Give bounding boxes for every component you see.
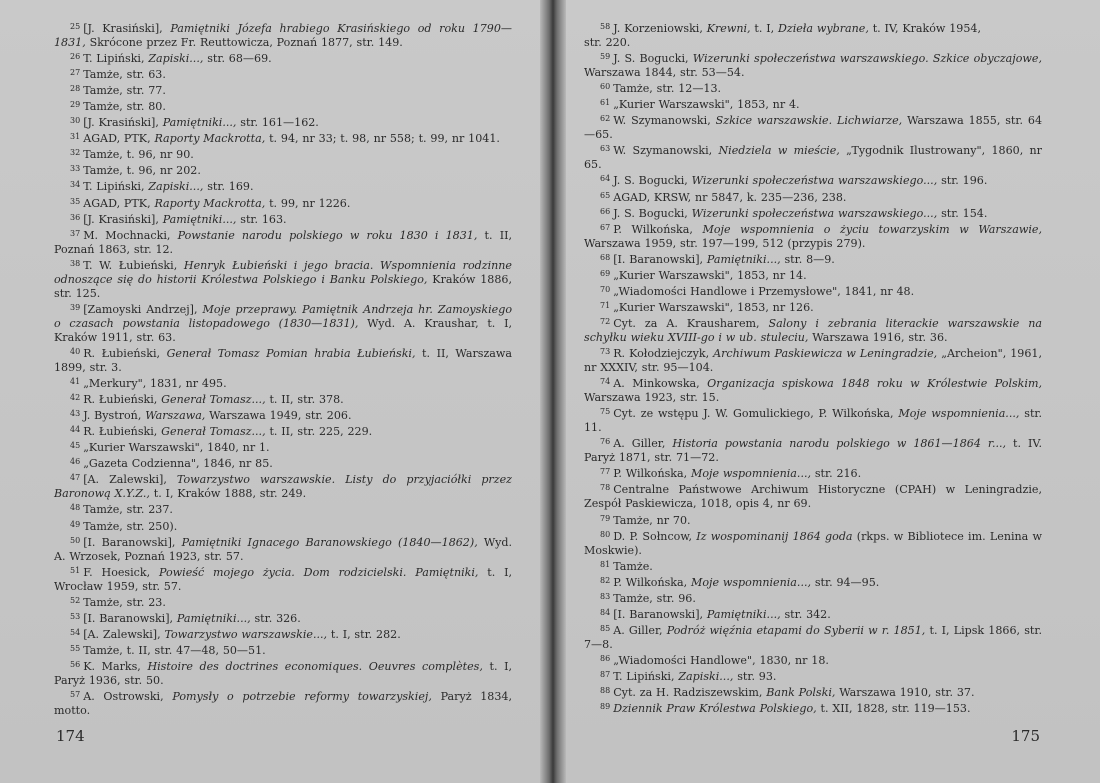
footnote-text: Skrócone przez Fr. Reuttowicza, Poznań 1877, str. 149. xyxy=(85,36,403,50)
footnote-title: Szkice warszawskie. Lichwiarze, xyxy=(715,114,903,128)
footnote-text: AGAD, KRSW, nr 5847, k. 235—236, 238. xyxy=(613,190,847,204)
footnote-number: 27 xyxy=(70,68,81,78)
footnote xyxy=(584,299,1042,315)
footnote-number: 39 xyxy=(70,302,81,312)
footnote-title: Bank Polski, xyxy=(766,686,836,700)
footnote-number: 55 xyxy=(70,643,81,653)
footnote-text: Cyt. ze wstępu J. W. Gomulickiego, P. Wilkońska, xyxy=(613,407,899,421)
footnote-number: 85 xyxy=(600,623,611,633)
footnote-number: 62 xyxy=(600,114,611,124)
footnote xyxy=(54,594,512,610)
footnote xyxy=(584,652,1042,668)
footnote-title: Zapiski..., xyxy=(148,52,204,66)
footnote xyxy=(584,345,1042,375)
footnote-text: t. I, xyxy=(750,22,778,35)
footnote-text: R. Łubieński, xyxy=(83,346,167,360)
footnote-number: 26 xyxy=(70,52,81,62)
footnote-title: Archiwum Paskiewicza w Leningradzie, xyxy=(713,346,938,360)
footnote-text: t. I, Lipsk 1866, str. 7—8. xyxy=(584,623,1042,651)
footnote-number: 25 xyxy=(70,22,81,31)
footnote-text: str. 94—95. xyxy=(811,575,880,589)
footnote xyxy=(584,20,1042,36)
footnote-text: t. IV. Paryż 1871, str. 71—72. xyxy=(584,437,1043,465)
footnote-text: str. 93. xyxy=(733,669,777,683)
footnote-text: Wyd. A. Kraushar, t. I, Kraków 1911, str. 63. xyxy=(54,316,512,344)
footnote-text: Tamże, t. II, str. 47—48, 50—51. xyxy=(83,643,266,657)
footnote-text: Wyd. A. Wrzosek, Poznań 1923, str. 57. xyxy=(54,535,512,563)
footnote-text: J. S. Bogucki, xyxy=(613,52,693,66)
footnote-title: Zapiski..., xyxy=(148,180,204,194)
footnote-text: „Wiadomości Handlowe", 1830, nr 18. xyxy=(613,653,829,667)
footnote-text: A. Giller, xyxy=(613,437,673,451)
footnote-title: Towarzystwo warszawskie. Listy do przyjaciółki przez Baronową X.Y.Z., xyxy=(54,473,512,501)
footnote-text: Warszawa 1855, str. 64—65. xyxy=(584,114,1043,142)
footnote-text: [I. Baranowski], xyxy=(83,535,182,549)
footnote xyxy=(54,301,512,345)
footnote-text: [A. Zalewski], xyxy=(83,473,177,487)
footnote-text: „Archeion", 1961, nr XXXIV, str. 95—104. xyxy=(584,346,1042,375)
footnote-number: 48 xyxy=(70,503,81,513)
footnote-title: Wizerunki społeczeństwa warszawskiego..., xyxy=(691,206,938,220)
footnote xyxy=(584,80,1042,96)
footnote-text: Kraków 1886, str. 125. xyxy=(54,272,512,300)
footnote xyxy=(584,684,1042,700)
footnote xyxy=(54,82,512,98)
footnote xyxy=(54,626,512,642)
footnote xyxy=(584,267,1042,283)
footnote-number: 79 xyxy=(600,513,611,523)
footnote-text: Cyt. za H. Radziszewskim, xyxy=(613,686,767,700)
footnote-text: „Wiadomości Handlowe i Przemysłowe", 1841, nr 48. xyxy=(613,284,915,298)
footnote xyxy=(584,465,1042,481)
footnote-title: Raporty Mackrotta, xyxy=(154,196,266,210)
footnote-title: Salony i zebrania literackie warszawskie na schyłku wieku XVIII-go i w ub. stuleciu, xyxy=(584,316,1042,344)
footnote-number: 84 xyxy=(600,607,611,617)
footnote xyxy=(54,227,512,257)
footnote xyxy=(584,558,1042,574)
footnote-text: Warszawa 1916, str. 36. xyxy=(808,330,948,344)
footnote-text: t. II, str. 378. xyxy=(265,393,344,407)
page-number-right: 175 xyxy=(1011,727,1040,745)
footnote-number: 86 xyxy=(600,653,611,663)
footnote-text: R. Kołodziejczyk, xyxy=(613,346,714,360)
footnote-number: 75 xyxy=(600,407,611,417)
footnote xyxy=(584,251,1042,267)
footnote xyxy=(54,146,512,162)
footnote-text: J. Bystroń, xyxy=(83,409,146,423)
footnote-title: Niedziela w mieście, xyxy=(718,144,840,158)
footnote xyxy=(584,172,1042,188)
footnote xyxy=(584,50,1042,80)
footnote-number: 63 xyxy=(600,144,611,154)
footnote xyxy=(54,564,512,594)
footnote-number: 41 xyxy=(70,377,81,387)
footnote xyxy=(54,195,512,211)
footnote-text: Warszawa 1844, str. 53—54. xyxy=(584,66,745,80)
footnote xyxy=(54,50,512,66)
footnote-number: 43 xyxy=(70,409,81,419)
footnote xyxy=(54,407,512,423)
footnote-text: [A. Zalewski], xyxy=(83,627,165,641)
footnote-title: Pamiętniki..., xyxy=(162,116,237,130)
footnote-text: str. 342. xyxy=(780,607,831,621)
footnote-text: „Kurier Warszawski", 1853, nr 126. xyxy=(613,300,814,314)
footnote xyxy=(54,162,512,178)
footnote-number: 57 xyxy=(70,690,81,700)
footnote-title: Moje wspomnienia..., xyxy=(691,467,812,481)
footnote-text: [J. Krasiński], xyxy=(83,116,163,130)
footnote xyxy=(54,178,512,194)
footnote xyxy=(54,391,512,407)
footnote-title: Pamiętniki Józefa hrabiego Krasińskiego od roku 1790—1831, xyxy=(54,22,512,50)
footnote-text: t. II, str. 225, 229. xyxy=(265,425,373,439)
footnote-title: Histoire des doctrines economiques. Oeuvres complètes, xyxy=(147,659,483,673)
footnote-text: [I. Baranowski], xyxy=(613,607,707,621)
footnote-title: Raporty Mackrotta, xyxy=(154,132,266,146)
footnote-text: „Merkury", 1831, nr 495. xyxy=(83,377,227,391)
footnote-text: t. 99, nr 1226. xyxy=(265,196,351,210)
footnote-text: „Gazeta Codzienna", 1846, nr 85. xyxy=(83,457,273,471)
footnote-title: Powieść mojego życia. Dom rodzicielski. Pamiętniki, xyxy=(158,565,479,579)
footnote xyxy=(54,345,512,375)
footnote xyxy=(54,66,512,82)
footnote xyxy=(584,512,1042,528)
footnote-text: [J. Krasiński], xyxy=(83,22,171,35)
footnote-title: Pamiętniki..., xyxy=(706,252,781,266)
footnote-text: Tamże, t. 96, nr 90. xyxy=(83,148,194,162)
footnote xyxy=(584,528,1042,558)
footnote-number: 67 xyxy=(600,222,611,232)
footnote-number: 87 xyxy=(600,669,611,679)
footnote-title: Generał Tomasz Pomian hrabia Łubieński, xyxy=(166,346,416,360)
footnote-number: 73 xyxy=(600,346,611,356)
footnote-text: Tamże, str. 63. xyxy=(83,68,166,82)
footnote-title: Zapiski..., xyxy=(678,669,734,683)
footnote-text: Warszawa 1923, str. 15. xyxy=(584,391,720,405)
footnote-number: 70 xyxy=(600,284,611,294)
footnote-number: 36 xyxy=(70,212,81,222)
footnote-text: K. Marks, xyxy=(83,659,148,673)
footnote xyxy=(584,221,1042,251)
footnote-number: 56 xyxy=(70,659,81,669)
footnote-title: Podróż więźnia etapami do Syberii w r. 1851, xyxy=(666,623,926,637)
footnote-text: str. 220. xyxy=(584,36,631,50)
footnote-text: Tamże, str. 250). xyxy=(83,519,178,533)
footnote-text: T. Lipiński, xyxy=(83,52,149,66)
footnote-text: Warszawa 1949, str. 206. xyxy=(205,409,352,423)
left-footnotes xyxy=(54,20,512,718)
footnote-title: Towarzystwo warszawskie..., xyxy=(164,627,328,641)
footnote-number: 71 xyxy=(600,300,611,310)
footnote-number: 82 xyxy=(600,575,611,585)
footnote xyxy=(54,439,512,455)
footnote xyxy=(54,98,512,114)
footnote-number: 80 xyxy=(600,529,611,539)
footnote-text: A. Giller, xyxy=(613,623,667,637)
footnote-number: 60 xyxy=(600,82,611,92)
footnote-number: 30 xyxy=(70,116,81,126)
footnote-number: 50 xyxy=(70,535,81,545)
footnote-text: M. Mochnacki, xyxy=(83,228,178,242)
footnote-number: 89 xyxy=(600,702,611,712)
footnote xyxy=(584,112,1042,142)
footnote-text: A. Minkowska, xyxy=(613,377,708,391)
footnote-title: Iz wospominanij 1864 goda xyxy=(696,529,853,543)
footnote-title: Historia powstania narodu polskiego w 1861—1864 r..., xyxy=(672,437,1007,451)
footnote-number: 37 xyxy=(70,228,81,238)
footnote-text: W. Szymanowski, xyxy=(613,114,716,128)
footnote-title: Moje wspomnienia o życiu towarzyskim w Warszawie, xyxy=(702,222,1042,236)
footnote-text: (rkps. w Bibliotece im. Lenina w Moskwie). xyxy=(584,529,1042,557)
footnote-title: Powstanie narodu polskiego w roku 1830 i 1831, xyxy=(177,228,478,242)
footnote-text: Tamże. xyxy=(613,559,653,573)
footnote xyxy=(584,315,1042,345)
footnote-text: P. Wilkońska, xyxy=(613,222,703,236)
footnote-number: 64 xyxy=(600,174,611,184)
footnote-title: Dziennik Praw Królestwa Polskiego, xyxy=(613,702,817,716)
footnote xyxy=(584,481,1042,511)
footnote-text: [Zamoyski Andrzej], xyxy=(83,302,203,316)
footnote-number: 54 xyxy=(70,627,81,637)
footnote-text: Tamże, str. 77. xyxy=(83,84,166,98)
footnote xyxy=(584,574,1042,590)
footnote-text: W. Szymanowski, xyxy=(613,144,719,158)
footnote-text: „Tygodnik Ilustrowany", 1860, nr 65. xyxy=(584,144,1042,172)
footnote-number: 59 xyxy=(600,52,611,62)
footnote-title: Moje wspomnienia..., xyxy=(691,575,812,589)
footnote-text: D. P. Sołncow, xyxy=(613,529,697,543)
footnote-number: 65 xyxy=(600,190,611,200)
footnote-number: 32 xyxy=(70,148,81,158)
footnote xyxy=(584,700,1042,716)
footnote-number: 28 xyxy=(70,84,81,94)
footnote-number: 61 xyxy=(600,98,611,108)
footnote-title: Dzieła wybrane, xyxy=(777,22,869,35)
footnote-text: str. 68—69. xyxy=(203,52,272,66)
footnote-text: Tamże, str. 80. xyxy=(83,100,166,114)
footnote-text: R. Łubieński, xyxy=(83,393,162,407)
footnote-text: str. 8—9. xyxy=(780,252,835,266)
footnote-text: t. I, Kraków 1888, str. 249. xyxy=(149,487,307,501)
right-footnotes xyxy=(584,20,1042,716)
footnote-title: Organizacja spiskowa 1848 roku w Królestwie Polskim, xyxy=(707,377,1043,391)
footnote-text: str. 326. xyxy=(250,611,301,625)
footnote xyxy=(54,423,512,439)
footnote-title: Krewni, xyxy=(706,22,751,35)
footnote-text: Tamże, str. 237. xyxy=(83,503,173,517)
footnote-title: Henryk Łubieński i jego bracia. Wspomnienia rodzinne odnoszące się do historii Królestwa Polskiego i Banku Polskiego, xyxy=(54,258,512,286)
footnote-number: 53 xyxy=(70,611,81,621)
footnote-text: [I. Baranowski], xyxy=(613,252,707,266)
footnote-number: 33 xyxy=(70,164,81,174)
footnote-text: „Kurier Warszawski", 1840, nr 1. xyxy=(83,441,270,455)
footnote-text: [I. Baranowski], xyxy=(83,611,177,625)
footnote-number: 46 xyxy=(70,457,81,467)
footnote-text: t. IV, Kraków 1954, xyxy=(868,22,982,35)
footnote-text: t. XII, 1828, str. 119—153. xyxy=(816,702,971,716)
footnote xyxy=(54,658,512,688)
footnote-text: T. W. Łubieński, xyxy=(83,258,184,272)
footnote-title: Pomysły o potrzebie reformy towarzyskiej, xyxy=(172,690,432,704)
footnote-text: str. 11. xyxy=(584,407,1043,435)
footnote-text: [J. Krasiński], xyxy=(83,212,163,226)
footnote-text: Cyt. za A. Krausharem, xyxy=(613,316,769,330)
footnote-text: t. 94, nr 33; t. 98, nr 558; t. 99, nr 1041. xyxy=(265,132,500,146)
footnote xyxy=(584,622,1042,652)
footnote-number: 52 xyxy=(70,595,81,605)
footnote-number: 42 xyxy=(70,393,81,403)
footnote-text: str. 216. xyxy=(811,467,862,481)
footnote-text: A. Ostrowski, xyxy=(83,690,173,704)
footnote xyxy=(584,405,1042,435)
footnote-number: 76 xyxy=(600,437,611,447)
footnote-number: 35 xyxy=(70,196,81,206)
footnote xyxy=(54,501,512,517)
footnote-text: str. 169. xyxy=(203,180,254,194)
footnote xyxy=(584,142,1042,172)
footnote-text: Warszawa 1910, str. 37. xyxy=(835,686,975,700)
footnote-title: Wizerunki społeczeństwa warszawskiego. Szkice obyczajowe, xyxy=(692,52,1042,66)
footnote xyxy=(584,590,1042,606)
footnote-text: str. 163. xyxy=(236,212,287,226)
footnote xyxy=(54,455,512,471)
footnote-number: 88 xyxy=(600,686,611,696)
footnote-text: AGAD, PTK, xyxy=(83,196,155,210)
footnote-text: str. 161—162. xyxy=(236,116,319,130)
footnote-text: Warszawa 1959, str. 197—199, 512 (przypis 279). xyxy=(584,236,866,250)
footnote xyxy=(54,130,512,146)
footnote xyxy=(54,518,512,534)
footnote-title: Moje przeprawy. Pamiętnik Andrzeja hr. Zamoyskiego o czasach powstania listopadowego (1830—1831), xyxy=(54,302,512,330)
footnote-text: Tamże, nr 70. xyxy=(613,513,691,527)
footnote-number: 83 xyxy=(600,591,611,601)
footnote xyxy=(584,668,1042,684)
footnote-text: Paryż 1834, motto. xyxy=(54,690,513,718)
footnote xyxy=(54,688,512,718)
footnote-text: J. S. Bogucki, xyxy=(613,206,692,220)
footnote xyxy=(54,114,512,130)
footnote-number: 66 xyxy=(600,206,611,216)
footnote-text: J. Korzeniowski, xyxy=(613,22,707,35)
footnote-title: Pamiętniki..., xyxy=(706,607,781,621)
footnote xyxy=(584,375,1042,405)
footnote-text: str. 154. xyxy=(937,206,988,220)
footnote-number: 51 xyxy=(70,565,81,575)
footnote-number: 78 xyxy=(600,483,611,493)
footnote-text: J. S. Bogucki, xyxy=(613,174,692,188)
footnote-text: t. I, Wrocław 1959, str. 57. xyxy=(54,565,512,593)
footnote-title: Pamiętniki Ignacego Baranowskiego (1840—1862), xyxy=(181,535,478,549)
page-number-left: 174 xyxy=(56,727,85,745)
footnote-text: „Kurier Warszawski", 1853, nr 4. xyxy=(613,98,800,112)
footnote-number: 45 xyxy=(70,441,81,451)
footnote-number: 29 xyxy=(70,100,81,110)
footnote xyxy=(54,20,512,50)
footnote-text: F. Hoesick, xyxy=(83,565,159,579)
footnote-number: 49 xyxy=(70,519,81,529)
right-page xyxy=(548,0,1100,783)
footnote xyxy=(584,283,1042,299)
footnote-title: Generał Tomasz..., xyxy=(161,393,266,407)
footnote-number: 58 xyxy=(600,22,611,31)
footnote-text: Tamże, str. 96. xyxy=(613,591,696,605)
footnote xyxy=(54,257,512,301)
footnote xyxy=(584,96,1042,112)
footnote-text: P. Wilkońska, xyxy=(613,467,691,481)
footnote-number: 81 xyxy=(600,559,611,569)
footnote xyxy=(54,534,512,564)
footnote-number: 47 xyxy=(70,473,81,483)
footnote-number: 34 xyxy=(70,180,81,190)
footnote-title: Pamiętniki..., xyxy=(162,212,237,226)
footnote-number: 77 xyxy=(600,467,611,477)
footnote-title: Warszawa, xyxy=(145,409,206,423)
footnote-title: Generał Tomasz..., xyxy=(161,425,266,439)
footnote-text: R. Łubieński, xyxy=(83,425,162,439)
footnote-text: P. Wilkońska, xyxy=(613,575,691,589)
footnote xyxy=(584,205,1042,221)
footnote xyxy=(54,211,512,227)
footnote-number: 74 xyxy=(600,377,611,387)
footnote-title: Wizerunki społeczeństwa warszawskiego..., xyxy=(691,174,938,188)
footnote-text: T. Lipiński, xyxy=(83,180,149,194)
footnote-text: Tamże, str. 12—13. xyxy=(613,82,722,96)
footnote xyxy=(54,642,512,658)
footnote xyxy=(584,36,1042,50)
footnote-text: Tamże, t. 96, nr 202. xyxy=(83,164,201,178)
footnote xyxy=(54,375,512,391)
footnote-title: Pamiętniki..., xyxy=(176,611,251,625)
footnote-text: Tamże, str. 23. xyxy=(83,595,166,609)
footnote-text: t. II, Poznań 1863, str. 12. xyxy=(54,228,512,256)
book-gutter xyxy=(540,0,566,783)
footnote-text: t. I, str. 282. xyxy=(327,627,401,641)
footnote-text: str. 196. xyxy=(937,174,988,188)
footnote-number: 38 xyxy=(70,258,81,268)
footnote xyxy=(584,435,1042,465)
footnote-number: 72 xyxy=(600,316,611,326)
footnote xyxy=(584,189,1042,205)
footnote-number: 44 xyxy=(70,425,81,435)
footnote-title: Moje wspomnienia..., xyxy=(898,407,1020,421)
left-page xyxy=(0,0,548,783)
footnote-text: t. II, Warszawa 1899, str. 3. xyxy=(54,346,513,375)
footnote-text: T. Lipiński, xyxy=(613,669,679,683)
footnote-text: „Kurier Warszawski", 1853, nr 14. xyxy=(613,268,807,282)
footnote-number: 40 xyxy=(70,346,81,356)
footnote-text: AGAD, PTK, xyxy=(83,132,155,146)
footnote xyxy=(584,606,1042,622)
footnote xyxy=(54,610,512,626)
footnote-text: Centralne Państwowe Archiwum Historyczne (CPAH) w Leningradzie, Zespół Paskiewicza, 1018, opis 4, nr 69. xyxy=(584,483,1042,511)
footnote-number: 68 xyxy=(600,252,611,262)
footnote-text: t. I, Paryż 1936, str. 50. xyxy=(54,659,512,687)
footnote-number: 31 xyxy=(70,132,81,142)
footnote xyxy=(54,471,512,501)
footnote-number: 69 xyxy=(600,268,611,278)
